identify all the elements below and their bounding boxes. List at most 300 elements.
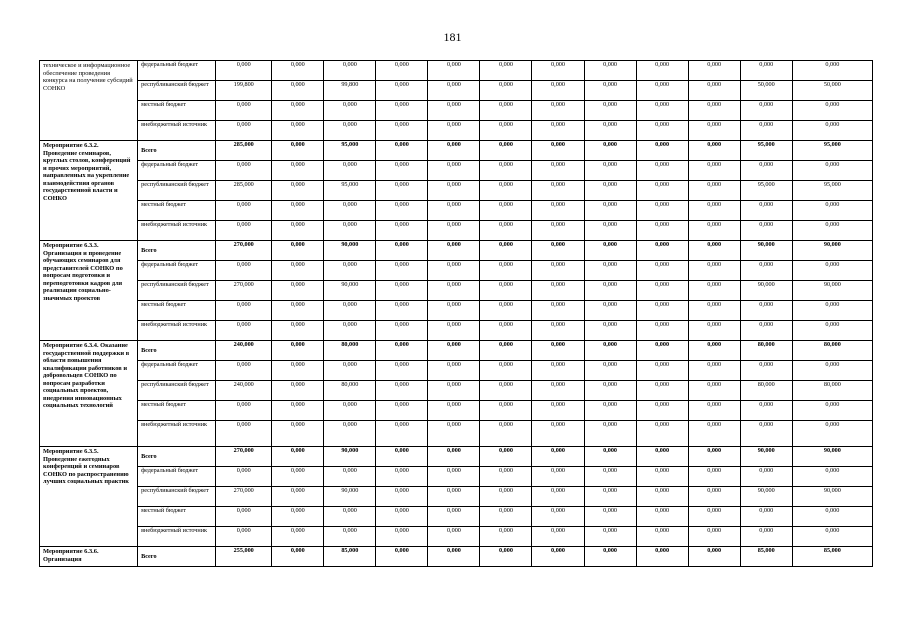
amount-cell: 0,000 xyxy=(376,121,428,141)
amount-cell: 0,000 xyxy=(428,507,480,527)
amount-cell: 0,000 xyxy=(636,421,688,447)
amount-cell: 0,000 xyxy=(532,487,584,507)
amount-cell: 95,000 xyxy=(324,181,376,201)
amount-cell: 0,000 xyxy=(584,381,636,401)
amount-cell: 0,000 xyxy=(216,421,272,447)
amount-cell: 95,000 xyxy=(792,141,872,161)
amount-cell: 0,000 xyxy=(480,181,532,201)
measure-cell: Мероприятие 6.3.6. Организация xyxy=(40,547,138,567)
amount-cell: 0,000 xyxy=(688,381,740,401)
amount-cell: 0,000 xyxy=(584,341,636,361)
amount-cell: 0,000 xyxy=(792,261,872,281)
amount-cell: 0,000 xyxy=(376,181,428,201)
amount-cell: 0,000 xyxy=(792,361,872,381)
amount-cell: 0,000 xyxy=(480,201,532,221)
amount-cell: 85,000 xyxy=(740,547,792,567)
funding-source-cell: Всего xyxy=(138,547,216,567)
measure-cell: Мероприятие 6.3.2. Проведение семинаров, круглых столов, конференций и прочих мероприятий, направленных на укрепление взаимодействия органов государственной власти и СОНКО xyxy=(40,141,138,241)
amount-cell: 0,000 xyxy=(428,61,480,81)
amount-cell: 0,000 xyxy=(740,121,792,141)
amount-cell: 0,000 xyxy=(428,301,480,321)
funding-source-cell: республиканский бюджет xyxy=(138,181,216,201)
amount-cell: 0,000 xyxy=(688,507,740,527)
table-row xyxy=(40,221,873,241)
amount-cell: 270,000 xyxy=(216,281,272,301)
amount-cell: 0,000 xyxy=(584,421,636,447)
amount-cell: 0,000 xyxy=(376,401,428,421)
amount-cell: 0,000 xyxy=(324,421,376,447)
amount-cell: 0,000 xyxy=(376,101,428,121)
amount-cell: 0,000 xyxy=(428,181,480,201)
amount-cell: 0,000 xyxy=(740,467,792,487)
table-body xyxy=(40,61,873,567)
funding-source-cell: внебюджетный источник xyxy=(138,321,216,341)
amount-cell: 90,000 xyxy=(792,487,872,507)
amount-cell: 0,000 xyxy=(216,401,272,421)
amount-cell: 0,000 xyxy=(636,547,688,567)
amount-cell: 0,000 xyxy=(272,81,324,101)
amount-cell: 0,000 xyxy=(636,447,688,467)
amount-cell: 0,000 xyxy=(480,467,532,487)
amount-cell: 0,000 xyxy=(272,281,324,301)
table-row xyxy=(40,381,873,401)
amount-cell: 0,000 xyxy=(272,361,324,381)
table-row xyxy=(40,487,873,507)
amount-cell: 0,000 xyxy=(532,527,584,547)
amount-cell: 0,000 xyxy=(428,321,480,341)
amount-cell: 0,000 xyxy=(272,321,324,341)
amount-cell: 0,000 xyxy=(480,401,532,421)
amount-cell: 0,000 xyxy=(376,301,428,321)
funding-source-cell: федеральный бюджет xyxy=(138,467,216,487)
amount-cell: 0,000 xyxy=(480,141,532,161)
amount-cell: 0,000 xyxy=(324,527,376,547)
amount-cell: 99,800 xyxy=(324,81,376,101)
amount-cell: 0,000 xyxy=(324,61,376,81)
amount-cell: 285,000 xyxy=(216,181,272,201)
amount-cell: 0,000 xyxy=(480,361,532,381)
amount-cell: 0,000 xyxy=(428,401,480,421)
amount-cell: 0,000 xyxy=(636,507,688,527)
amount-cell: 0,000 xyxy=(532,81,584,101)
amount-cell: 0,000 xyxy=(584,401,636,421)
amount-cell: 0,000 xyxy=(740,301,792,321)
amount-cell: 0,000 xyxy=(272,161,324,181)
amount-cell: 0,000 xyxy=(688,301,740,321)
amount-cell: 90,000 xyxy=(792,447,872,467)
amount-cell: 0,000 xyxy=(584,321,636,341)
amount-cell: 0,000 xyxy=(216,467,272,487)
table-row xyxy=(40,421,873,447)
amount-cell: 270,000 xyxy=(216,241,272,261)
amount-cell: 0,000 xyxy=(636,201,688,221)
total-row xyxy=(40,447,873,467)
amount-cell: 0,000 xyxy=(480,241,532,261)
amount-cell: 270,000 xyxy=(216,487,272,507)
amount-cell: 0,000 xyxy=(216,507,272,527)
amount-cell: 0,000 xyxy=(216,61,272,81)
table-row xyxy=(40,301,873,321)
amount-cell: 0,000 xyxy=(636,261,688,281)
amount-cell: 0,000 xyxy=(688,81,740,101)
amount-cell: 0,000 xyxy=(272,401,324,421)
amount-cell: 85,000 xyxy=(792,547,872,567)
amount-cell: 0,000 xyxy=(428,467,480,487)
amount-cell: 0,000 xyxy=(272,507,324,527)
amount-cell: 0,000 xyxy=(584,281,636,301)
amount-cell: 0,000 xyxy=(272,241,324,261)
amount-cell: 0,000 xyxy=(636,81,688,101)
amount-cell: 0,000 xyxy=(740,507,792,527)
amount-cell: 0,000 xyxy=(272,447,324,467)
amount-cell: 0,000 xyxy=(480,281,532,301)
funding-source-cell: внебюджетный источник xyxy=(138,221,216,241)
amount-cell: 0,000 xyxy=(216,121,272,141)
measure-cell: Мероприятие 6.3.4. Оказание государственной поддержки в области повышения квалификации работников и добровольцев СОНКО по вопросам разработки социальных проектов, внедрения инновационных социальных технологий xyxy=(40,341,138,447)
funding-source-cell: федеральный бюджет xyxy=(138,161,216,181)
amount-cell: 0,000 xyxy=(636,61,688,81)
amount-cell: 0,000 xyxy=(480,527,532,547)
amount-cell: 90,000 xyxy=(324,241,376,261)
funding-source-cell: внебюджетный источник xyxy=(138,421,216,447)
amount-cell: 80,000 xyxy=(792,341,872,361)
funding-source-cell: местный бюджет xyxy=(138,507,216,527)
table-row xyxy=(40,281,873,301)
amount-cell: 0,000 xyxy=(688,201,740,221)
amount-cell: 0,000 xyxy=(688,421,740,447)
amount-cell: 0,000 xyxy=(376,81,428,101)
measure-cell: Мероприятие 6.3.5. Проведение ежегодных конференций и семинаров СОНКО по распространению лучших социальных практик xyxy=(40,447,138,547)
amount-cell: 0,000 xyxy=(740,221,792,241)
amount-cell: 0,000 xyxy=(584,241,636,261)
amount-cell: 0,000 xyxy=(532,361,584,381)
amount-cell: 0,000 xyxy=(480,507,532,527)
amount-cell: 0,000 xyxy=(740,361,792,381)
amount-cell: 0,000 xyxy=(324,401,376,421)
amount-cell: 0,000 xyxy=(480,261,532,281)
amount-cell: 0,000 xyxy=(272,101,324,121)
amount-cell: 0,000 xyxy=(532,507,584,527)
amount-cell: 0,000 xyxy=(792,221,872,241)
amount-cell: 0,000 xyxy=(584,101,636,121)
amount-cell: 0,000 xyxy=(636,467,688,487)
total-row xyxy=(40,141,873,161)
amount-cell: 0,000 xyxy=(584,361,636,381)
funding-source-cell: республиканский бюджет xyxy=(138,81,216,101)
amount-cell: 0,000 xyxy=(376,221,428,241)
amount-cell: 0,000 xyxy=(428,487,480,507)
amount-cell: 0,000 xyxy=(376,507,428,527)
amount-cell: 240,000 xyxy=(216,381,272,401)
amount-cell: 0,000 xyxy=(636,141,688,161)
amount-cell: 0,000 xyxy=(272,121,324,141)
amount-cell: 0,000 xyxy=(792,121,872,141)
amount-cell: 0,000 xyxy=(584,61,636,81)
amount-cell: 95,000 xyxy=(740,141,792,161)
amount-cell: 0,000 xyxy=(532,547,584,567)
amount-cell: 0,000 xyxy=(740,321,792,341)
amount-cell: 0,000 xyxy=(324,261,376,281)
amount-cell: 0,000 xyxy=(688,487,740,507)
amount-cell: 0,000 xyxy=(688,341,740,361)
amount-cell: 0,000 xyxy=(792,321,872,341)
amount-cell: 0,000 xyxy=(376,527,428,547)
amount-cell: 0,000 xyxy=(376,141,428,161)
amount-cell: 50,000 xyxy=(792,81,872,101)
amount-cell: 0,000 xyxy=(792,61,872,81)
amount-cell: 0,000 xyxy=(584,547,636,567)
funding-source-cell: республиканский бюджет xyxy=(138,487,216,507)
budget-table xyxy=(39,60,873,567)
amount-cell: 0,000 xyxy=(584,301,636,321)
table-row xyxy=(40,121,873,141)
amount-cell: 0,000 xyxy=(532,321,584,341)
amount-cell: 0,000 xyxy=(324,301,376,321)
amount-cell: 0,000 xyxy=(584,261,636,281)
funding-source-cell: Всего xyxy=(138,141,216,161)
amount-cell: 0,000 xyxy=(272,467,324,487)
amount-cell: 0,000 xyxy=(376,361,428,381)
amount-cell: 0,000 xyxy=(636,161,688,181)
table-row xyxy=(40,161,873,181)
amount-cell: 0,000 xyxy=(740,421,792,447)
amount-cell: 0,000 xyxy=(532,341,584,361)
table-row xyxy=(40,361,873,381)
amount-cell: 0,000 xyxy=(792,201,872,221)
amount-cell: 0,000 xyxy=(740,61,792,81)
amount-cell: 0,000 xyxy=(636,487,688,507)
amount-cell: 0,000 xyxy=(688,467,740,487)
amount-cell: 0,000 xyxy=(740,401,792,421)
amount-cell: 90,000 xyxy=(792,241,872,261)
amount-cell: 0,000 xyxy=(272,221,324,241)
amount-cell: 0,000 xyxy=(480,81,532,101)
amount-cell: 95,000 xyxy=(324,141,376,161)
amount-cell: 0,000 xyxy=(376,321,428,341)
amount-cell: 0,000 xyxy=(636,341,688,361)
amount-cell: 0,000 xyxy=(584,507,636,527)
amount-cell: 0,000 xyxy=(688,261,740,281)
funding-source-cell: Всего xyxy=(138,341,216,361)
amount-cell: 0,000 xyxy=(272,181,324,201)
amount-cell: 85,000 xyxy=(324,547,376,567)
amount-cell: 0,000 xyxy=(740,161,792,181)
amount-cell: 0,000 xyxy=(532,101,584,121)
amount-cell: 0,000 xyxy=(216,101,272,121)
amount-cell: 0,000 xyxy=(584,201,636,221)
amount-cell: 0,000 xyxy=(324,161,376,181)
amount-cell: 0,000 xyxy=(740,261,792,281)
amount-cell: 0,000 xyxy=(584,161,636,181)
amount-cell: 0,000 xyxy=(532,447,584,467)
amount-cell: 0,000 xyxy=(376,241,428,261)
amount-cell: 0,000 xyxy=(532,241,584,261)
table-row xyxy=(40,181,873,201)
amount-cell: 0,000 xyxy=(376,61,428,81)
amount-cell: 0,000 xyxy=(480,301,532,321)
amount-cell: 0,000 xyxy=(376,281,428,301)
amount-cell: 0,000 xyxy=(272,527,324,547)
amount-cell: 0,000 xyxy=(532,381,584,401)
funding-source-cell: внебюджетный источник xyxy=(138,527,216,547)
amount-cell: 0,000 xyxy=(324,321,376,341)
amount-cell: 0,000 xyxy=(272,381,324,401)
amount-cell: 0,000 xyxy=(636,281,688,301)
amount-cell: 0,000 xyxy=(216,221,272,241)
amount-cell: 0,000 xyxy=(216,527,272,547)
table-row xyxy=(40,507,873,527)
measure-cell: техническое и информационное обеспечение проведения конкурса на получение субсидий СОНКО xyxy=(40,61,138,141)
amount-cell: 0,000 xyxy=(688,121,740,141)
total-row xyxy=(40,341,873,361)
amount-cell: 0,000 xyxy=(688,141,740,161)
amount-cell: 199,800 xyxy=(216,81,272,101)
amount-cell: 0,000 xyxy=(532,401,584,421)
amount-cell: 0,000 xyxy=(688,447,740,467)
funding-source-cell: республиканский бюджет xyxy=(138,281,216,301)
amount-cell: 0,000 xyxy=(792,161,872,181)
amount-cell: 0,000 xyxy=(584,487,636,507)
amount-cell: 0,000 xyxy=(428,361,480,381)
amount-cell: 90,000 xyxy=(740,447,792,467)
amount-cell: 0,000 xyxy=(428,101,480,121)
amount-cell: 0,000 xyxy=(688,241,740,261)
amount-cell: 90,000 xyxy=(792,281,872,301)
amount-cell: 0,000 xyxy=(272,341,324,361)
amount-cell: 80,000 xyxy=(792,381,872,401)
funding-source-cell: Всего xyxy=(138,447,216,467)
table-row xyxy=(40,261,873,281)
amount-cell: 0,000 xyxy=(792,421,872,447)
amount-cell: 50,000 xyxy=(740,81,792,101)
amount-cell: 0,000 xyxy=(480,421,532,447)
measure-cell: Мероприятие 6.3.3. Организация и проведение обучающих семинаров для представителей СОНКО по вопросам подготовки и переподготовки кадров для реализации социально-значимых проектов xyxy=(40,241,138,341)
amount-cell: 0,000 xyxy=(792,301,872,321)
amount-cell: 0,000 xyxy=(532,281,584,301)
amount-cell: 0,000 xyxy=(428,527,480,547)
funding-source-cell: внебюджетный источник xyxy=(138,121,216,141)
amount-cell: 0,000 xyxy=(532,221,584,241)
table-row xyxy=(40,527,873,547)
amount-cell: 0,000 xyxy=(272,61,324,81)
amount-cell: 0,000 xyxy=(428,421,480,447)
amount-cell: 0,000 xyxy=(740,527,792,547)
amount-cell: 0,000 xyxy=(272,421,324,447)
amount-cell: 80,000 xyxy=(324,341,376,361)
funding-source-cell: местный бюджет xyxy=(138,301,216,321)
amount-cell: 0,000 xyxy=(324,467,376,487)
amount-cell: 0,000 xyxy=(636,301,688,321)
amount-cell: 0,000 xyxy=(272,141,324,161)
amount-cell: 0,000 xyxy=(792,101,872,121)
amount-cell: 0,000 xyxy=(688,61,740,81)
funding-source-cell: местный бюджет xyxy=(138,101,216,121)
amount-cell: 0,000 xyxy=(272,201,324,221)
amount-cell: 0,000 xyxy=(216,301,272,321)
amount-cell: 0,000 xyxy=(636,121,688,141)
amount-cell: 0,000 xyxy=(636,321,688,341)
amount-cell: 0,000 xyxy=(324,507,376,527)
table-row xyxy=(40,467,873,487)
funding-source-cell: местный бюджет xyxy=(138,201,216,221)
amount-cell: 0,000 xyxy=(480,381,532,401)
amount-cell: 95,000 xyxy=(792,181,872,201)
amount-cell: 90,000 xyxy=(740,281,792,301)
amount-cell: 90,000 xyxy=(324,281,376,301)
amount-cell: 0,000 xyxy=(376,447,428,467)
amount-cell: 0,000 xyxy=(480,101,532,121)
amount-cell: 0,000 xyxy=(688,161,740,181)
amount-cell: 0,000 xyxy=(216,321,272,341)
amount-cell: 90,000 xyxy=(324,487,376,507)
amount-cell: 0,000 xyxy=(688,281,740,301)
amount-cell: 0,000 xyxy=(376,421,428,447)
amount-cell: 0,000 xyxy=(532,61,584,81)
amount-cell: 255,000 xyxy=(216,547,272,567)
table-row xyxy=(40,81,873,101)
amount-cell: 0,000 xyxy=(272,547,324,567)
amount-cell: 0,000 xyxy=(688,361,740,381)
funding-source-cell: местный бюджет xyxy=(138,401,216,421)
amount-cell: 240,000 xyxy=(216,341,272,361)
amount-cell: 0,000 xyxy=(532,201,584,221)
amount-cell: 0,000 xyxy=(636,221,688,241)
total-row xyxy=(40,547,873,567)
funding-source-cell: федеральный бюджет xyxy=(138,61,216,81)
amount-cell: 0,000 xyxy=(584,527,636,547)
amount-cell: 0,000 xyxy=(584,141,636,161)
amount-cell: 270,000 xyxy=(216,447,272,467)
amount-cell: 90,000 xyxy=(740,487,792,507)
amount-cell: 0,000 xyxy=(376,261,428,281)
amount-cell: 90,000 xyxy=(740,241,792,261)
amount-cell: 0,000 xyxy=(792,527,872,547)
amount-cell: 0,000 xyxy=(428,447,480,467)
table-row xyxy=(40,321,873,341)
amount-cell: 0,000 xyxy=(428,161,480,181)
amount-cell: 0,000 xyxy=(324,221,376,241)
amount-cell: 0,000 xyxy=(480,321,532,341)
amount-cell: 0,000 xyxy=(792,401,872,421)
amount-cell: 0,000 xyxy=(480,161,532,181)
amount-cell: 0,000 xyxy=(532,261,584,281)
amount-cell: 0,000 xyxy=(740,101,792,121)
amount-cell: 0,000 xyxy=(216,361,272,381)
amount-cell: 0,000 xyxy=(376,161,428,181)
amount-cell: 0,000 xyxy=(376,547,428,567)
funding-source-cell: республиканский бюджет xyxy=(138,381,216,401)
amount-cell: 0,000 xyxy=(376,341,428,361)
amount-cell: 0,000 xyxy=(532,141,584,161)
amount-cell: 0,000 xyxy=(688,101,740,121)
amount-cell: 0,000 xyxy=(792,507,872,527)
amount-cell: 0,000 xyxy=(272,487,324,507)
amount-cell: 0,000 xyxy=(428,261,480,281)
amount-cell: 0,000 xyxy=(532,467,584,487)
amount-cell: 0,000 xyxy=(584,221,636,241)
table-row xyxy=(40,61,873,81)
amount-cell: 0,000 xyxy=(688,401,740,421)
table-row xyxy=(40,201,873,221)
amount-cell: 0,000 xyxy=(532,421,584,447)
amount-cell: 285,000 xyxy=(216,141,272,161)
amount-cell: 0,000 xyxy=(584,467,636,487)
amount-cell: 0,000 xyxy=(480,447,532,467)
table-row xyxy=(40,401,873,421)
amount-cell: 0,000 xyxy=(428,141,480,161)
amount-cell: 80,000 xyxy=(740,341,792,361)
amount-cell: 0,000 xyxy=(376,381,428,401)
